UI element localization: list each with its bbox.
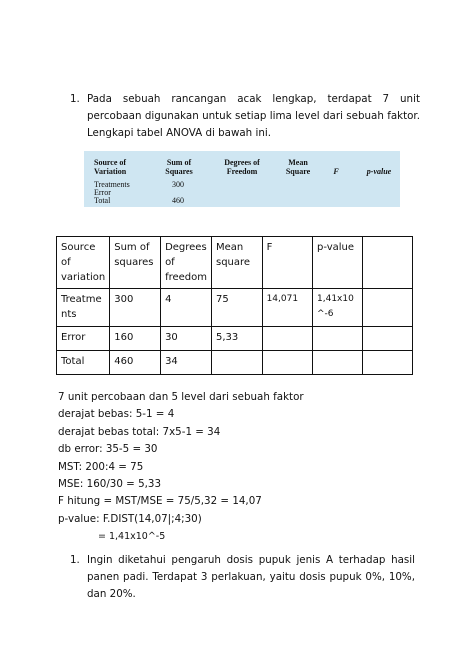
table-cell: 300	[110, 289, 161, 327]
given-row-treatments-ss: 300	[172, 180, 184, 189]
table-cell: 1,41x10^-6	[313, 289, 363, 327]
table-cell: 30	[161, 327, 212, 351]
table-row	[57, 351, 413, 375]
question-2	[70, 552, 415, 603]
question-1-text: Pada sebuah rancangan acak lengkap, terdapat 7 unit percobaan digunakan untuk setiap lima level dari sebuah faktor. Lengkapi tabel ANOVA di bawah ini.	[87, 93, 420, 139]
given-row-total-ss: 460	[172, 196, 184, 205]
working-line: db error: 35-5 = 30	[58, 443, 158, 456]
table-header-row	[57, 237, 413, 289]
table-cell: 4	[161, 289, 212, 327]
header-cell: Sum of squares	[110, 237, 161, 289]
given-header-pvalue: p-value	[366, 167, 392, 176]
header-cell	[363, 237, 413, 289]
given-header-ms: Mean Square	[285, 158, 311, 176]
given-anova-table-image	[84, 151, 400, 207]
working-line: F hitung = MST/MSE = 75/5,32 = 14,07	[58, 495, 262, 508]
working-result: = 1,41x10^-5	[98, 531, 166, 543]
header-cell: Degrees of freedom	[161, 237, 212, 289]
header-cell: Mean square	[211, 237, 262, 289]
table-cell	[363, 289, 413, 327]
table-cell	[313, 327, 363, 351]
working-line: 7 unit percobaan dan 5 level dari sebuah faktor	[58, 391, 304, 403]
question-2-text: Ingin diketahui pengaruh dosis pupuk jenis A terhadap hasil panen padi. Terdapat 3 perlakuan, yaitu dosis pupuk 0%, 10%, dan 20%.	[87, 554, 415, 600]
given-header-source: Source of Variation	[94, 158, 127, 176]
table-cell: Error	[57, 327, 110, 351]
given-header-f: F	[333, 167, 339, 176]
working-line: p-value: F.DIST(14,07|;4;30)	[58, 512, 202, 525]
table-cell: 34	[161, 351, 212, 375]
table-cell: 460	[110, 351, 161, 375]
working-steps	[58, 389, 304, 546]
working-line: derajat bebas total: 7x5-1 = 34	[58, 425, 221, 438]
table-cell: 160	[110, 327, 161, 351]
question-2-number: 1.	[70, 554, 80, 566]
table-row	[57, 327, 413, 351]
table-row	[57, 289, 413, 327]
table-cell	[313, 351, 363, 375]
question-1	[70, 91, 420, 142]
header-cell: F	[262, 237, 312, 289]
table-cell: 75	[211, 289, 262, 327]
working-line: derajat bebas: 5-1 = 4	[58, 408, 175, 421]
header-cell: p-value	[313, 237, 363, 289]
table-cell	[262, 351, 312, 375]
working-line: MST: 200:4 = 75	[58, 460, 144, 473]
table-cell: Treatments	[57, 289, 110, 327]
table-cell: Total	[57, 351, 110, 375]
table-cell: 14,071	[262, 289, 312, 327]
given-row-error-label: Error	[94, 188, 111, 197]
header-cell: Source of variation	[57, 237, 110, 289]
given-header-ss: Sum of Squares	[165, 158, 193, 176]
given-header-df: Degrees of Freedom	[224, 158, 260, 176]
table-cell	[363, 351, 413, 375]
table-cell	[211, 351, 262, 375]
table-cell	[363, 327, 413, 351]
given-row-treatments-label: Treatments	[94, 180, 130, 189]
anova-answer-table	[56, 236, 413, 375]
working-line: MSE: 160/30 = 5,33	[58, 478, 161, 491]
question-1-number: 1.	[70, 93, 80, 105]
table-cell: 5,33	[211, 327, 262, 351]
table-cell	[262, 327, 312, 351]
given-row-total-label: Total	[94, 196, 111, 205]
